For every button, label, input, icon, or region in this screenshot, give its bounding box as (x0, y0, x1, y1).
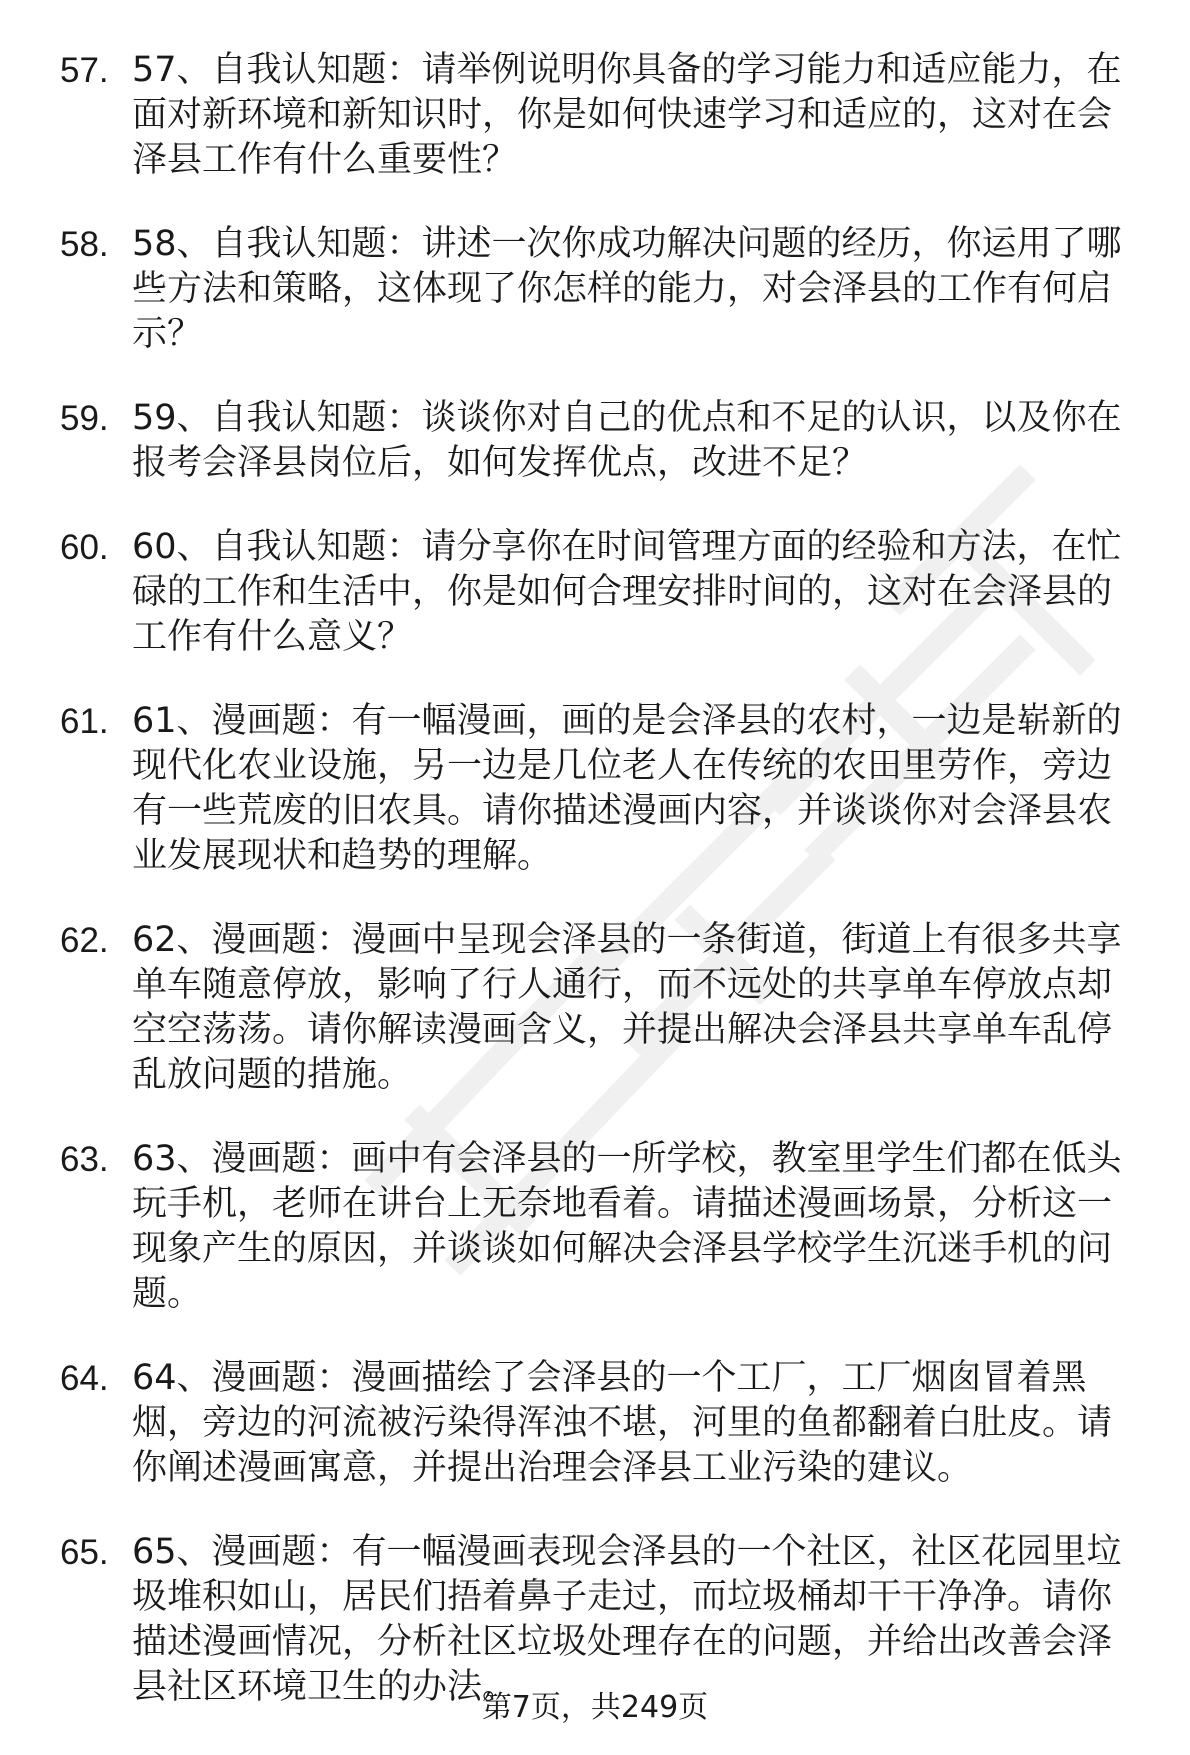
question-number: 62. (60, 921, 109, 960)
page-number-label: 第7页，共249页 (481, 1690, 709, 1725)
question-item-60 (0, 525, 1190, 660)
question-number: 60. (60, 528, 109, 567)
question-text: 57、自我认知题：请举例说明你具备的学习能力和适应能力，在面对新环境和新知识时，你是如何快速学习和适应的，这对在会泽县工作有什么重要性？ (132, 50, 1122, 180)
question-item-58 (0, 222, 1190, 357)
question-text: 63、漫画题：画中有会泽县的一所学校，教室里学生们都在低头玩手机，老师在讲台上无奈地看着。请描述漫画场景，分析这一现象产生的原因，并谈谈如何解决会泽县学校学生沉迷手机的问题。 (132, 1139, 1122, 1314)
question-text: 59、自我认知题：谈谈你对自己的优点和不足的认识，以及你在报考会泽县岗位后，如何发挥优点，改进不足？ (132, 398, 1122, 483)
question-item-62 (0, 918, 1190, 1098)
question-number: 63. (60, 1140, 109, 1179)
question-text: 62、漫画题：漫画中呈现会泽县的一条街道，街道上有很多共享单车随意停放，影响了行人通行，而不远处的共享单车停放点却空空荡荡。请你解读漫画含义，并提出解决会泽县共享单车乱停乱放问题的措施。 (132, 920, 1122, 1095)
question-item-61 (0, 699, 1190, 879)
question-text: 60、自我认知题：请分享你在时间管理方面的经验和方法，在忙碌的工作和生活中，你是如何合理安排时间的，这对在会泽县的工作有什么意义？ (132, 527, 1122, 657)
page-footer (0, 1688, 1190, 1728)
question-item-63 (0, 1137, 1190, 1317)
question-number: 57. (60, 51, 109, 90)
question-number: 61. (60, 702, 109, 741)
question-number: 65. (60, 1533, 109, 1572)
question-item-59 (0, 396, 1190, 486)
question-item-64 (0, 1356, 1190, 1491)
question-text: 65、漫画题：有一幅漫画表现会泽县的一个社区，社区花园里垃圾堆积如山，居民们捂着鼻子走过，而垃圾桶却干干净净。请你描述漫画情况，分析社区垃圾处理存在的问题，并给出改善会泽县社区环境卫生的办法。 (132, 1532, 1122, 1707)
question-list (0, 48, 1190, 1749)
question-number: 64. (60, 1359, 109, 1398)
question-text: 58、自我认知题：讲述一次你成功解决问题的经历，你运用了哪些方法和策略，这体现了你怎样的能力，对会泽县的工作有何启示？ (132, 224, 1122, 354)
question-text: 64、漫画题：漫画描绘了会泽县的一个工厂，工厂烟囱冒着黑烟，旁边的河流被污染得浑浊不堪，河里的鱼都翻着白肚皮。请你阐述漫画寓意，并提出治理会泽县工业污染的建议。 (132, 1358, 1113, 1488)
question-text: 61、漫画题：有一幅漫画，画的是会泽县的农村，一边是崭新的现代化农业设施，另一边是几位老人在传统的农田里劳作，旁边有一些荒废的旧农具。请你描述漫画内容，并谈谈你对会泽县农业发展现状和趋势的理解。 (132, 701, 1122, 876)
question-number: 59. (60, 399, 109, 438)
question-item-65 (0, 1530, 1190, 1710)
question-number: 58. (60, 225, 109, 264)
question-item-57 (0, 48, 1190, 183)
